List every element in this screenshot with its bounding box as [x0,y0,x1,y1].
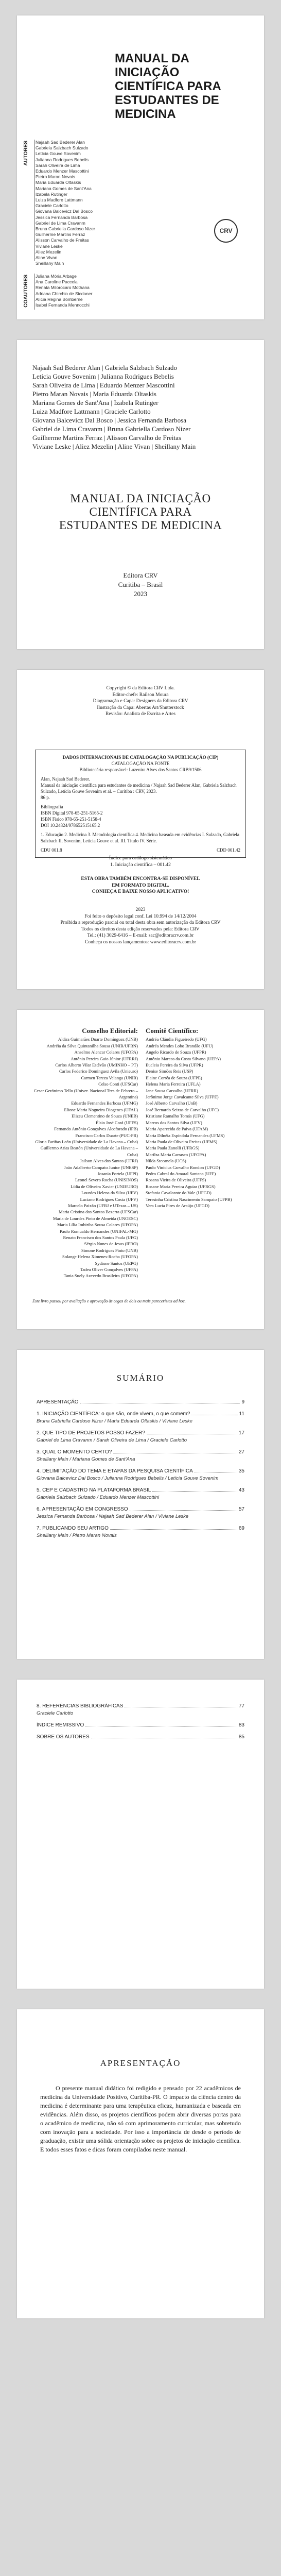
committee-member: Marilza Maria Carrasco (UFOPA) [146,1151,206,1157]
cip-line: ISBN Digital 978-65-251-5165-2 [41,810,103,816]
council-member: Antônio Pereira Gaio Júnior (UFRRJ) [71,1056,138,1061]
cip-line: Manual da iniciação científica para estudantes de medicina / Najaah Sad Bederer Alan, Gabriela Salzbach Sulzado, Letícia Gouve Sovenim et al. – Curitiba : CRV, 2023. [41,783,237,794]
toc-item[interactable] [37,1722,244,1728]
author-name: Giovana Balcevicz Dal Bosco [36,209,93,214]
council-member: Paulo Romualdo Hernandes (UNIFAL-MG) [60,1228,138,1234]
cip-cdd: CDD 001.42 [216,848,240,853]
toc-entry-title: SOBRE OS AUTORES [37,1734,90,1740]
toc-item[interactable] [37,1525,244,1539]
council-member: Luciano Rodrigues Costa (UFV) [80,1196,138,1202]
council-member: Anselmo Alencar Colares (UFOPA) [74,1049,138,1055]
toc-entry [37,1468,244,1475]
council-member: Eduardo Fernandes Barbosa (UFMG) [71,1100,138,1106]
cover-title-line: CIENTÍFICA PARA [115,79,221,93]
toc-item[interactable] [37,1430,244,1444]
committee-member: Jerônimo Jorge Cavalcante Silva (UFPE) [146,1094,219,1100]
cip-librarian: Bibliotecária responsável: Luzenira Alves dos Santos CRB9/1506 [79,767,202,772]
table-of-contents-continued [37,1703,244,1745]
cip-line: Alan, Najaah Sad Bederer. [41,776,90,782]
toc-item[interactable] [37,1468,244,1482]
toc-page-number: 85 [238,1734,244,1740]
author-name: Najaah Sad Bederer Alan [36,140,85,145]
table-of-contents [37,1399,244,1544]
author-name: Pietro Maran Novais [36,174,76,180]
council-member: Leonel Severo Rocha (UNISINOS) [75,1177,138,1183]
toc-page-number: 77 [238,1703,244,1709]
council-member: Sydione Santos (UEPG) [95,1260,138,1266]
half-title-line: CIENTÍFICA PARA [89,505,192,518]
council-member: Lídia de Oliveira Xavier (UNIEURO) [71,1183,138,1189]
toc-entry-title: 7. PUBLICANDO SEU ARTIGO [37,1526,109,1531]
council-member: Renato Francisco dos Santos Paula (UFG) [63,1235,138,1240]
author-name: Maria Eduarda Oltaskis [36,180,81,185]
half-title-line: MANUAL DA INICIAÇÃO [70,492,211,505]
author-line: Letícia Gouve Sovenim | Julianna Rodrigues Bebelis [32,372,174,380]
legal-line: Foi feito o depósito legal conf. Lei 10.994 de 14/12/2004 [84,913,197,919]
toc-entry [37,1722,244,1728]
legal-line: Proibida a reprodução parcial ou total desta obra sem autorização da Editora CRV [60,920,221,925]
toc-page-number: 27 [238,1449,244,1455]
toc-entry-title: 5. CEP E CADASTRO NA PLATAFORMA BRASIL [37,1487,151,1493]
toc-item[interactable] [37,1411,244,1425]
author-name: Gabriela Salzbach Sulzado [36,145,89,151]
author-line: Giovana Balcevicz Dal Bosco | Jessica Fernanda Barbosa [32,416,186,424]
author-line: Najaah Sad Bederer Alan | Gabriela Salzbach Sulzado [32,364,177,371]
toc-entry [37,1449,244,1455]
council-member: Celso Conti (UFSCar) [98,1081,138,1087]
toc-page-number: 43 [238,1487,244,1493]
publisher-block [32,571,249,599]
coauthor-name: Ana Caroline Paccela [36,279,78,285]
peer-review-note: Este livro passou por avaliação e aprovação às cegas de dois ou mais pareceristas ad hoc. [32,1299,186,1303]
committee-member: Maria Aparecida de Paiva (UFAM) [146,1126,208,1132]
toc-entry-authors: Giovana Balcevicz Dal Bosco / Julianna Rodrigues Bebelis / Letícia Gouve Sovenim [37,1476,219,1481]
legal-line: Conheça os nossos lançamentos: www.editoracrv.com.br [85,939,196,945]
notice-line: CONHEÇA E BAIXE NOSSO APLICATIVO! [92,889,189,894]
catalog-index [35,855,246,868]
legal-line: Tel.: (41) 3029-6416 – E-mail: sac@editoracrv.com.br [87,933,194,938]
cover-title-line: ESTUDANTES DE MEDICINA [115,93,219,121]
editorial-council-list [32,1036,138,1279]
authors-label: AUTORES [23,141,29,166]
committee-member: Nilda Stecanela (UCS) [146,1158,186,1164]
credit-line: Editor-chefe: Railson Moura [112,692,169,698]
cover-authors-list [36,140,95,266]
council-member: Andréia da Silva Quintanilha Sousa (UNIR/UFRN) [46,1043,138,1048]
committee-member: Rosana Vieira de Oliveira (UFFS) [146,1177,206,1183]
summary-continued-page [17,1680,264,1989]
council-member: Simone Rodrigues Pinto (UNB) [81,1247,138,1253]
toc-entry-title: 1. INICIAÇÃO CIENTÍFICA: o que são, onde vivem, o que comem? [37,1411,190,1417]
index-line: 1. Iniciação científica – 001.42 [110,862,171,868]
cip-line: DOI 10.24824/978652515165.2 [41,823,100,828]
author-name: Letícia Gouve Sovenim [36,151,81,157]
author-name: Jessica Fernanda Barbosa [36,214,88,220]
credit-line: Diagramação e Capa: Designers da Editora CRV [93,699,188,704]
author-name: Bruna Gabriella Cardoso Nizer [36,226,95,232]
council-member: Francisco Carlos Duarte (PUC-PR) [75,1132,138,1138]
copyright-credits [35,685,246,718]
credit-line: Copyright © da Editora CRV Ltda. [106,686,175,691]
cover-coauthors-list [36,274,93,308]
crv-logo: CRV [214,219,238,243]
toc-item[interactable] [37,1487,244,1501]
author-line: Pietro Maran Novais | Maria Eduarda Oltaskis [32,390,156,398]
half-title-authors [32,363,249,451]
legal-notice [35,907,246,945]
toc-item[interactable] [37,1506,244,1520]
toc-entry-authors: Graciele Carlotto [37,1710,74,1716]
committee-member: Marcos dos Santos Silva (UFV) [146,1120,202,1125]
author-name: Gabriel de Lima Cravanm [36,220,85,226]
toc-entry-authors: Bruna Gabriella Cardoso Nizer / Maria Eduarda Oltaskis / Viviane Leske [37,1418,192,1424]
author-name: Aliez Mezelin [36,249,62,255]
editorial-council [32,1028,138,1279]
author-line: Guilherme Martins Ferraz | Alisson Carvalho de Freitas [32,434,181,442]
toc-entry-authors: Sheillany Main / Mariana Gomes de Sant'Ana [37,1456,135,1462]
council-member: Élsio José Corá (UFFS) [96,1120,138,1125]
cip-line: 86 p. [41,795,50,800]
council-member: Elizeu Clementino de Souza (UNEB) [72,1113,138,1119]
toc-entry [37,1734,244,1740]
author-line: Gabriel de Lima Cravanm | Bruna Gabriella Cardoso Nizer [32,425,191,433]
cover-page [17,15,264,319]
toc-entry [37,1399,244,1405]
committee-member: Maria Paula Zanolli (UFRGS) [146,1145,200,1151]
council-member: Solange Helena Ximenes-Rocha (UFOPA) [62,1254,138,1260]
council-member: Lourdes Helena da Silva (UFV) [81,1190,138,1196]
toc-page-number: 11 [239,1411,244,1417]
committee-member: Maria Dilnéia Espíndola Fernandes (UFMS) [146,1132,225,1138]
council-member: Guillermo Arias Beatón (Universidade de La Havana – Cuba) [40,1145,138,1157]
toc-page-number: 35 [238,1468,244,1474]
toc-entry-title: 8. REFERÊNCIAS BIBLIOGRÁFICAS [37,1703,124,1709]
committee-member: Jane Sousa Carvalho (UFRR) [146,1088,198,1093]
cip-cdu: CDU 001.8 [41,848,62,853]
credit-line: Ilustração da Capa: Abertas Art/Shutterstock [97,705,184,710]
coauthor-name: Isabel Fernanda Mennocchi [36,302,90,308]
toc-entry [37,1703,244,1709]
council-member: Gloria Fariñas León (Universidade de La Havana – Cuba) [35,1139,138,1144]
cip-line: ISBN Físico 978-65-251-5158-4 [41,817,101,822]
toc-leader-dots [152,1491,237,1492]
toc-entry-authors: Sheillany Main / Pietro Maran Novais [37,1533,117,1538]
committee-member: Antônio Marcos da Costa Silvano (UEPA) [146,1056,221,1061]
author-name: Aline Vivan [36,255,58,261]
council-member: Maria Cristina dos Santos Bezerra (UFSCar) [59,1209,138,1215]
digital-notice [35,876,246,895]
author-name: Eduardo Menzer Mascottini [36,168,89,174]
toc-entry-title: 6. APRESENTAÇÃO EM CONGRESSO [37,1506,128,1512]
scientific-committee-title: Comitê Científico: [146,1027,199,1035]
council-member: Cesar Gerónimo Tello (Univer. Nacional Tres de Febrero – Argentina) [33,1088,138,1100]
council-member: Carmen Tereza Velanga (UNIR) [81,1075,138,1080]
council-member: Tadeu Oliver Gonçalves (UFPA) [80,1267,138,1273]
author-name: Luiza Madfore Lattmann [36,197,83,203]
committee-member: Paulo Vinícius Carvalho Rondon (UFGD) [146,1164,220,1170]
council-member: Marcelo Paixão (UFRJ e UTexas – US) [68,1202,138,1208]
committee-member: Stefania Cavalcante do Vale (UFGD) [146,1190,212,1196]
author-line: Luiza Madfore Lattmann | Graciele Carlotto [32,408,151,415]
author-line: Mariana Gomes de Sant'Ana | Izabela Rutinger [32,399,159,406]
committee-member: Teresinha Cristina Nascimento Sampaio (UFPB) [146,1196,232,1202]
committee-member: Helena Maria Ferreira (UFLA) [146,1081,201,1087]
council-member: Josania Portela (UFPI) [97,1171,138,1176]
committee-member: Angelo Ricardo de Souza (UFPR) [146,1049,206,1055]
toc-page-number: 83 [238,1722,244,1728]
editorial-council-title: Conselho Editorial: [82,1027,138,1035]
committee-member: Andréa Mendes Lobo Brandão (UFU) [146,1043,214,1048]
toc-entry-title: APRESENTAÇÃO [37,1399,79,1405]
scientific-committee [146,1028,251,1209]
cip-subheader: CATALOGAÇÃO NA FONTE [111,761,170,766]
toc-entry [37,1525,244,1532]
index-line: Índice para catálogo sistemático [109,856,172,861]
author-name: Viviane Leske [36,243,63,249]
toc-entry [37,1506,244,1513]
cip-line: Bibliografia [41,804,63,809]
coauthor-name: Juliana Mória Arbage [36,274,77,279]
author-name: Izabela Rutinger [36,191,67,197]
author-name: Sheillany Main [36,261,64,266]
toc-item[interactable] [37,1399,244,1405]
presentation-title: APRESENTAÇÃO [100,2058,181,2068]
legal-line: Todos os direitos desta edição reservados pela: Editora CRV [81,926,200,932]
toc-entry-title: 2. QUE TIPO DE PROJETOS POSSO FAZER? [37,1430,145,1436]
committee-member: José Bernardo Seixas de Carvalho (UFC) [146,1107,219,1112]
toc-page-number: 57 [238,1506,244,1512]
council-member: Sérgio Nunes de Jesus (IFRO) [84,1241,138,1247]
toc-entry-title: 3. QUAL O MOMENTO CERTO? [37,1449,112,1455]
summary-title: SUMÁRIO [116,1373,165,1383]
scientific-committee-list [146,1036,251,1209]
toc-entry-authors: Gabriela Salzbach Sulzado / Eduardo Menzer Mascottini [37,1495,160,1500]
toc-item[interactable] [37,1703,244,1717]
legal-line: 2023 [135,907,146,912]
credit-line: Revisão: Analista de Escrita e Artes [106,711,175,717]
committee-member: Denise Simões Reis (USP) [146,1069,194,1074]
toc-entry [37,1487,244,1494]
committee-member: Maria Paula de Oliveira Freitas (UFMS) [146,1139,218,1144]
committee-member: Eucleia Pereira da Silva (UFPR) [146,1062,203,1068]
committee-member: Vera Lucia Pires de Araújo (UFGD) [146,1202,209,1208]
author-line: Viviane Leske | Aliez Mezelin | Aline Vivan | Sheillany Main [32,443,196,450]
cip-box [35,750,246,858]
council-member: João Adalberto Campato Junior (UNESP) [64,1164,138,1170]
council-member: Tania Suely Azevedo Brasileiro (UFOPA) [63,1273,138,1279]
author-name: Julianna Rodrigues Bebelis [36,157,89,162]
committee-member: Rosane Maria Pereira Aguiar (UFRGS) [146,1183,216,1189]
coauthor-name: Adriana Chirchio de Sicdaner [36,291,93,296]
toc-leader-dots [110,1529,237,1530]
toc-entry [37,1430,244,1436]
half-title-page [17,340,264,649]
council-member: Fernando Antônio Gonçalves Alcoforado (IPB) [54,1126,138,1132]
cip-header: DADOS INTERNACIONAIS DE CATALOGAÇÃO NA PUBLICAÇÃO (CIP) [62,755,219,760]
toc-leader-dots [130,1510,237,1511]
committee-member: Elaine Corrêa de Souza (UFPE) [146,1075,202,1080]
toc-entry-authors: Jessica Fernanda Barbosa / Najaah Sad Bederer Alan / Viviane Leske [37,1514,189,1519]
notice-line: EM FORMATO DIGITAL. [112,883,169,888]
author-name: Guilherme Martins Ferraz [36,232,85,238]
committee-member: Pedro Cabral do Amaral Santana (UFF) [146,1171,216,1176]
council-member: Maria Lília Imbiriba Sousa Colares (UFOPA) [57,1222,138,1228]
coauthors-label: COAUTORES [23,275,29,308]
coauthor-name: Renata Milorocaro Mothana [36,285,90,291]
coauthor-name: Alícia Regina Bomberne [36,296,83,302]
cip-codes [41,847,240,853]
council-member: Jailson Alves dos Santos (UFRJ) [80,1158,138,1164]
author-name: Sarah Oliveira de Lima [36,162,80,168]
toc-entry-authors: Gabriel de Lima Cravanm / Sarah Oliveira de Lima / Graciele Carlotto [37,1437,187,1443]
council-member: Maria de Lourdes Pinto de Almeida (UNOESC) [52,1215,138,1221]
toc-entry [37,1411,244,1417]
council-member: Carlos Alberto Vilar Estêvão (UMINHO – PT) [55,1062,138,1068]
committee-member: Andréa Cláudia Figueiredo (UFG) [146,1037,207,1042]
editorial-council-page [17,1010,264,1329]
author-name: Alisson Carvalho de Freitas [36,238,89,243]
publisher-year: 2023 [134,590,147,598]
toc-item[interactable] [37,1734,244,1740]
council-member: Aldira Guimarães Duarte Domínguez (UNB) [58,1037,138,1042]
presentation-page [17,2009,264,2318]
presentation-paragraph: O presente manual didático foi redigido e pensado por 22 acadêmicos de medicina da Universidade Positivo, Curitiba-PR. O impacto da ciência dentro da medicina é determinante para uma terapêutica eficaz, humanizada e baseada em evidências. Além disso, os projetos científicos podem abrir diversas portas para o acadêmico de medicina, não só com aprimoramento curricular, mas sobretudo com inovação para a sociedade. Por isso a importância de desde o período de graduação, existir uma sólida orientação sobre os projetos de iniciação científica. E todos esses fatos e dicas foram compilados neste manual. [40,2084,241,2153]
half-title-title [32,492,249,532]
toc-page-number: 69 [238,1526,244,1531]
copyright-page [17,670,264,989]
cover-header [17,15,264,137]
notice-line: ESTA OBRA TAMBÉM ENCONTRA-SE DISPONÍVEL [81,876,200,882]
author-line: Sarah Oliveira de Lima | Eduardo Menzer Mascottini [32,381,175,389]
cip-line: 1. Educação 2. Medicina 3. Metodologia científica 4. Medicina baseada em evidências I. Sulzado, Gabriela Salzbach II. Sovenim, Letícia Gouve et al. III. Título IV. Série. [41,832,239,843]
cover-title-line: MANUAL DA INICIAÇÃO [115,52,189,79]
committee-member: José Alberto Carvalho (UnB) [146,1100,198,1106]
committee-member: Kristiane Ramalho Tomás (UFG) [146,1113,205,1119]
summary-page [17,1350,264,1659]
toc-page-number: 9 [241,1399,244,1405]
half-title-line: ESTUDANTES DE MEDICINA [59,519,222,532]
publisher-name: Editora CRV [123,571,158,579]
cover-title [115,52,254,121]
toc-entry-title: ÍNDICE REMISSIVO [37,1722,84,1728]
toc-entry-title: 4. DELIMITAÇÃO DO TEMA E ETAPAS DA PESQUISA CIENTÍFICA [37,1468,193,1474]
cip-body [41,776,240,844]
author-name: Graciele Carlotto [36,203,68,209]
publisher-city: Curitiba – Brasil [118,581,163,588]
author-name: Mariana Gomes de Sant'Ana [36,185,92,191]
toc-page-number: 17 [238,1430,244,1436]
council-member: Carlos Federico Dominguez Avila (Unieuro) [59,1069,138,1074]
council-member: Elione Maria Nogueira Diogenes (UFAL) [64,1107,138,1112]
toc-item[interactable] [37,1449,244,1463]
